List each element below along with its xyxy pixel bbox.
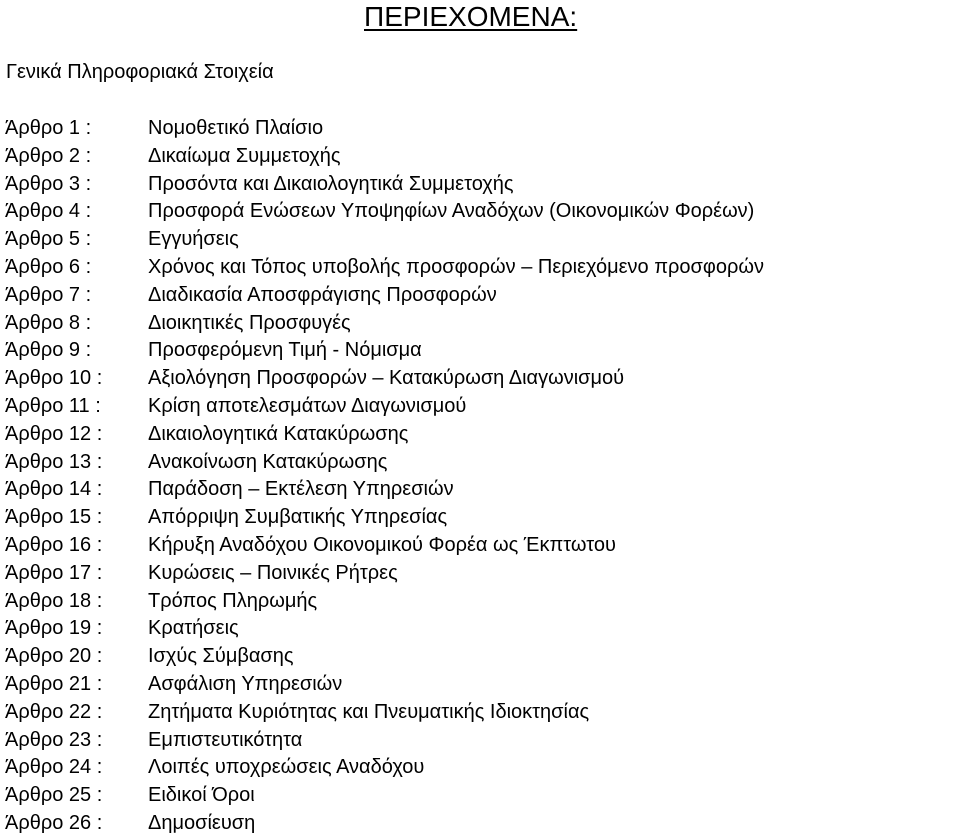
article-title: Αξιολόγηση Προσφορών – Κατακύρωση Διαγωνισμού [148,367,625,390]
article-number: Άρθρο 17 : [5,561,103,584]
article-title: Λοιπές υποχρεώσεις Αναδόχου [148,756,425,779]
toc-entry [0,643,960,671]
toc-entry [0,727,960,755]
article-title: Νομοθετικό Πλαίσιο [148,117,324,139]
article-number: Άρθρο 3 : [5,172,92,195]
article-number: Άρθρο 4 : [5,200,92,223]
article-number: Άρθρο 25 : [5,784,103,807]
article-number: Άρθρο 19 : [5,617,103,640]
toc-entry [0,337,960,365]
article-number: Άρθρο 1 : [5,117,92,139]
article-number: Άρθρο 24 : [5,756,103,779]
toc-entry [0,226,960,254]
toc-entry [0,588,960,616]
article-number: Άρθρο 9 : [5,339,92,362]
toc-entry [0,671,960,699]
article-number: Άρθρο 14 : [5,478,103,501]
document-title: ΠΕΡΙΕΧΟΜΕΝΑ: [364,1,578,32]
toc-entry [0,560,960,588]
article-title: Κήρυξη Αναδόχου Οικονομικού Φορέα ως Έκπτωτου [148,533,616,556]
toc-entry [0,143,960,171]
article-title: Εγγυήσεις [148,228,239,251]
article-number: Άρθρο 11 : [5,394,101,417]
article-title: Προσφερόμενη Τιμή - Νόμισμα [148,339,422,362]
article-title: Ισχύς Σύμβασης [148,645,294,668]
toc-entry [0,393,960,421]
article-title: Ειδικοί Όροι [148,784,255,807]
article-title: Τρόπος Πληρωμής [148,589,318,612]
table-of-contents [0,115,960,838]
toc-entry [0,532,960,560]
article-number: Άρθρο 12 : [5,422,103,445]
article-title: Απόρριψη Συμβατικής Υπηρεσίας [148,506,448,529]
article-number: Άρθρο 21 : [5,672,103,695]
toc-entry [0,310,960,338]
toc-entry [0,782,960,810]
toc-entry [0,115,960,143]
article-number: Άρθρο 22 : [5,700,103,723]
article-title: Εμπιστευτικότητα [148,728,303,751]
toc-entry [0,476,960,504]
toc-entry [0,810,960,838]
article-number: Άρθρο 7 : [5,283,92,306]
article-title: Ζητήματα Κυριότητας και Πνευματικής Ιδιοκτησίας [148,700,590,723]
toc-entry [0,754,960,782]
article-title: Προσφορά Ενώσεων Υποψηφίων Αναδόχων (Οικονομικών Φορέων) [148,200,755,223]
toc-entry [0,254,960,282]
article-title: Διαδικασία Αποσφράγισης Προσφορών [148,283,497,306]
article-number: Άρθρο 23 : [5,728,103,751]
toc-entry [0,449,960,477]
article-title: Δημοσίευση [148,811,256,834]
article-number: Άρθρο 26 : [5,811,103,834]
toc-entry [0,171,960,199]
article-title: Κυρώσεις – Ποινικές Ρήτρες [148,561,398,584]
article-number: Άρθρο 15 : [5,506,103,529]
toc-entry [0,699,960,727]
article-title: Ασφάλιση Υπηρεσιών [148,672,343,695]
article-number: Άρθρο 6 : [5,255,92,278]
toc-entry [0,615,960,643]
article-title: Διοικητικές Προσφυγές [148,311,351,334]
article-title: Παράδοση – Εκτέλεση Υπηρεσιών [148,478,454,501]
article-number: Άρθρο 20 : [5,645,103,668]
toc-entry [0,421,960,449]
toc-entry [0,282,960,310]
article-number: Άρθρο 10 : [5,367,103,390]
article-title: Δικαίωμα Συμμετοχής [148,144,341,167]
article-number: Άρθρο 13 : [5,450,103,473]
article-title: Ανακοίνωση Κατακύρωσης [148,450,388,473]
article-title: Προσόντα και Δικαιολογητικά Συμμετοχής [148,172,514,195]
article-number: Άρθρο 2 : [5,144,92,167]
article-title: Δικαιολογητικά Κατακύρωσης [148,422,409,445]
article-number: Άρθρο 16 : [5,533,103,556]
toc-entry [0,198,960,226]
toc-entry [0,504,960,532]
general-info-heading: Γενικά Πληροφοριακά Στοιχεία [6,61,274,83]
article-number: Άρθρο 8 : [5,311,92,334]
article-title: Χρόνος και Τόπος υποβολής προσφορών – Περιεχόμενο προσφορών [148,255,764,278]
article-title: Κρατήσεις [148,617,239,640]
toc-entry [0,365,960,393]
article-number: Άρθρο 18 : [5,589,103,612]
article-number: Άρθρο 5 : [5,228,92,251]
article-title: Κρίση αποτελεσμάτων Διαγωνισμού [148,394,467,417]
